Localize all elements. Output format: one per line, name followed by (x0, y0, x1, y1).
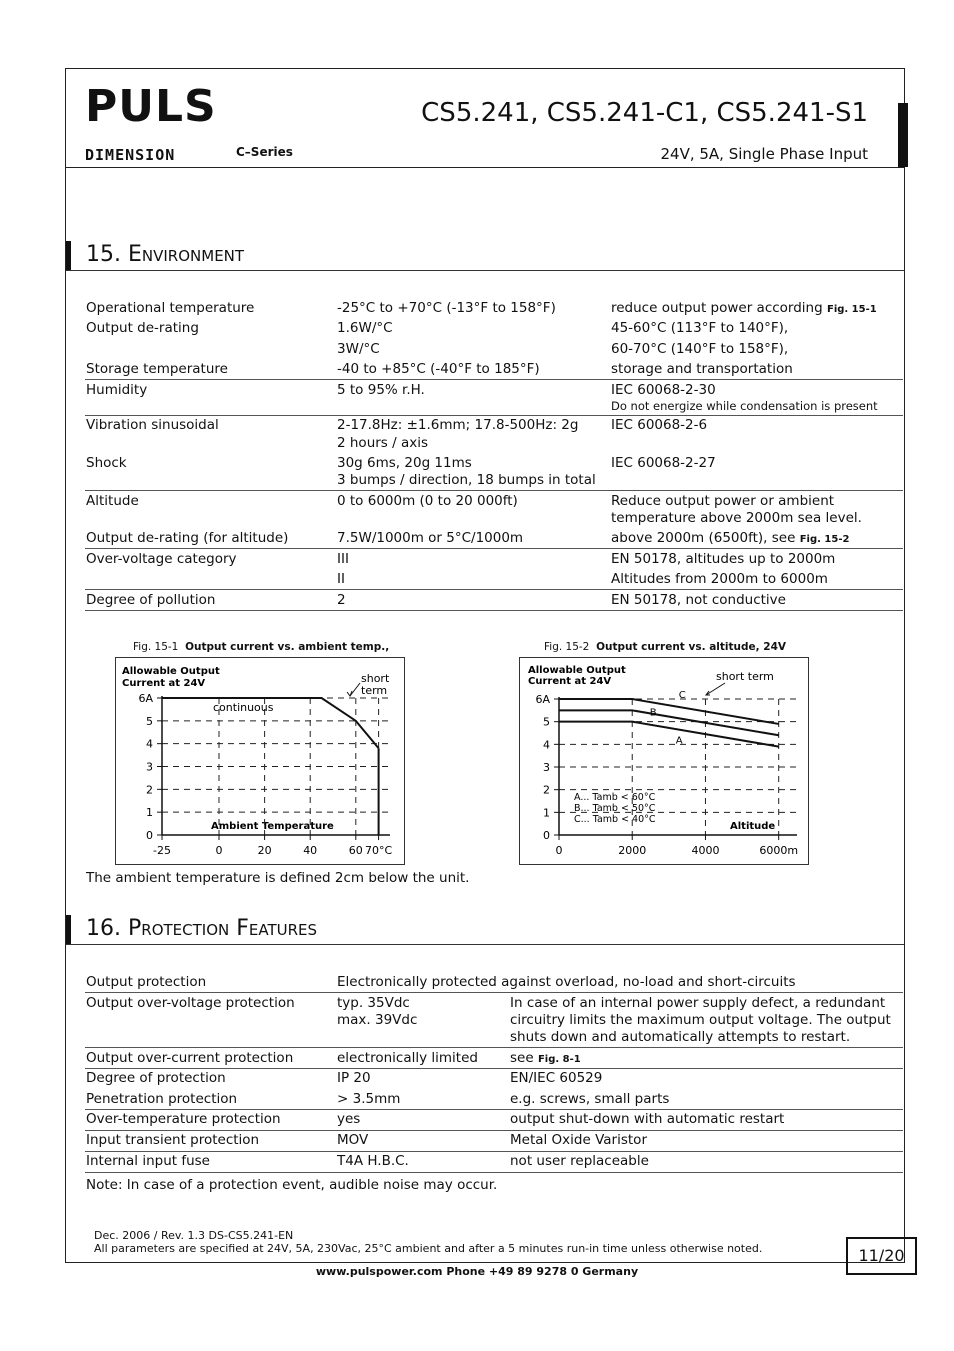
row-rule (85, 1172, 903, 1173)
protection-note: Note: In case of a protection event, audible noise may occur. (86, 1177, 498, 1193)
env-value: 5 to 95% r.H. (337, 382, 425, 398)
env-note-text: reduce output power according (611, 300, 823, 316)
prot-label: Input transient protection (86, 1132, 260, 1148)
product-subtitle: 24V, 5A, Single Phase Input (660, 145, 868, 163)
env-label: Humidity (86, 382, 148, 398)
y-tick-label: 6A (535, 693, 550, 706)
product-title: CS5.241, CS5.241-C1, CS5.241-S1 (421, 98, 868, 128)
footer-contact: www.pulspower.com Phone +49 89 9278 0 Germany (315, 1265, 639, 1278)
fig2-caption (544, 641, 786, 653)
prot-label: Over-temperature protection (86, 1111, 281, 1127)
env-value: 3W/°C (337, 341, 380, 357)
fig2-legend-b: B... Tamb < 50°C (574, 803, 656, 814)
env-note: Altitudes from 2000m to 6000m (611, 571, 828, 587)
env-note (611, 300, 877, 318)
env-note: IEC 60068-2-30 (611, 382, 716, 398)
env-value: 7.5W/1000m or 5°C/1000m (337, 530, 524, 546)
env-label: Over-voltage category (86, 551, 237, 567)
row-rule (85, 415, 903, 416)
prot-value: IP 20 (337, 1070, 371, 1086)
row-rule (85, 1151, 903, 1152)
fig2-caption-title: Output current vs. altitude, 24V (596, 641, 787, 653)
row-rule (85, 1047, 903, 1048)
y-tick-label: 4 (146, 737, 153, 751)
row-rule (85, 1109, 903, 1110)
env-note: IEC 60068-2-27 (611, 455, 716, 471)
env-value: II (337, 571, 345, 587)
prot-label: Degree of protection (86, 1070, 226, 1086)
fig1-short-pointer (350, 683, 360, 696)
fig2-caption-num: Fig. 15-2 (544, 641, 590, 653)
prot-note-2: circuitry limits the maximum output voltage. The output (510, 1012, 891, 1028)
ambient-note: The ambient temperature is defined 2cm below the unit. (86, 870, 470, 886)
y-tick-label: 3 (543, 761, 550, 774)
fig1-chart (116, 658, 406, 866)
prot-note: e.g. screws, small parts (510, 1091, 670, 1107)
series-line-c (559, 699, 779, 724)
x-tick-label: 0 (215, 844, 223, 857)
env-label: Operational temperature (86, 300, 255, 316)
fig2-xlabel: Altitude (730, 821, 776, 832)
section-15-number: 15. (86, 242, 121, 267)
env-label: Storage temperature (86, 361, 228, 377)
env-label: Vibration sinusoidal (86, 417, 219, 433)
row-rule (85, 490, 903, 491)
fig1-ylabel-2: Current at 24V (122, 678, 206, 689)
fig2-short-label: short term (716, 670, 774, 683)
y-tick-label: 5 (543, 715, 550, 729)
footer-info (94, 1229, 762, 1255)
env-note: 45-60°C (113°F to 140°F), (611, 320, 789, 336)
fig1-caption (133, 641, 389, 653)
env-note: Reduce output power or ambient (611, 493, 835, 509)
prot-note: Metal Oxide Varistor (510, 1132, 647, 1148)
env-value-2: 3 bumps / direction, 18 bumps in total (337, 472, 596, 488)
fig2-legend-c: C... Tamb < 40°C (574, 814, 656, 825)
env-label: Shock (86, 455, 127, 471)
x-tick-label: 4000 (691, 844, 720, 857)
prot-label: Output over-voltage protection (86, 995, 295, 1011)
section-16-number: 16. (86, 916, 121, 941)
section-16-divider (66, 944, 904, 945)
header-accent-bar (898, 103, 908, 167)
env-value: III (337, 551, 349, 567)
fig2-short-pointer (706, 683, 725, 695)
prot-value: T4A H.B.C. (337, 1153, 409, 1169)
section-16-title: Protection Features (128, 916, 318, 941)
env-note-2: temperature above 2000m sea level. (611, 510, 862, 526)
footer-revision: Dec. 2006 / Rev. 1.3 DS-CS5.241-EN (94, 1229, 294, 1242)
prot-note-3: shuts down and automatically attempts to restart. (510, 1029, 851, 1045)
prot-value-2: max. 39Vdc (337, 1012, 418, 1028)
section-15-heading (86, 242, 244, 267)
row-rule (85, 548, 903, 549)
y-tick-label: 4 (543, 738, 550, 752)
env-value: 2 (337, 592, 346, 608)
row-rule (85, 992, 903, 993)
series-label: A (675, 735, 683, 747)
env-label: Altitude (86, 493, 139, 509)
env-value: 30g 6ms, 20g 11ms (337, 455, 472, 471)
prot-value: yes (337, 1111, 361, 1127)
fig2-chart-box (519, 657, 809, 865)
fig2-ylabel-2: Current at 24V (528, 676, 612, 687)
series-line-b (559, 710, 779, 735)
y-tick-label: 2 (146, 783, 153, 797)
env-note-text: above 2000m (6500ft), see (611, 530, 796, 546)
fig1-chart-box (115, 657, 405, 865)
puls-logo: PULS (85, 81, 217, 132)
prot-note: In case of an internal power supply defect, a redundant (510, 995, 886, 1011)
x-tick-label: 0 (555, 844, 563, 857)
env-value-2: 2 hours / axis (337, 435, 429, 451)
prot-value: Electronically protected against overload, no-load and short-circuits (337, 974, 796, 990)
prot-value: MOV (337, 1132, 369, 1148)
row-rule (85, 610, 903, 611)
env-note: storage and transportation (611, 361, 793, 377)
x-tick-label: 6000m (759, 844, 799, 857)
env-label: Output de-rating (for altitude) (86, 530, 289, 546)
x-tick-label: 40 (303, 844, 318, 857)
env-note (611, 530, 849, 548)
x-tick-label: -25 (153, 844, 171, 857)
prot-label: Internal input fuse (86, 1153, 210, 1169)
fig2-ylabel: Allowable Output (528, 665, 626, 676)
section-bar (66, 915, 71, 944)
prot-label: Penetration protection (86, 1091, 238, 1107)
dimension-brand: DIMENSION (85, 146, 176, 164)
row-rule (85, 589, 903, 590)
series-label: C–Series (236, 145, 293, 159)
fig1-caption-title: Output current vs. ambient temp., (185, 641, 390, 653)
section-16-heading (86, 916, 317, 941)
x-tick-label: 60 (348, 844, 363, 857)
prot-note-text: see (510, 1050, 534, 1066)
fig1-caption-num: Fig. 15-1 (133, 641, 179, 653)
prot-note: not user replaceable (510, 1153, 649, 1169)
fig2-chart (520, 658, 810, 866)
prot-value: > 3.5mm (337, 1091, 401, 1107)
fig-ref: Fig. 8-1 (537, 1054, 581, 1065)
row-rule (85, 1130, 903, 1131)
x-tick-label: 20 (257, 844, 272, 857)
fig1-term-label: term (361, 684, 388, 697)
env-value: 1.6W/°C (337, 320, 393, 336)
series-label: C (678, 690, 686, 701)
fig1-ylabel: Allowable Output (122, 666, 220, 677)
env-value: 0 to 6000m (0 to 20 000ft) (337, 493, 518, 509)
y-tick-label: 2 (543, 783, 550, 797)
series-label: B (649, 707, 657, 719)
section-bar (66, 241, 71, 270)
y-tick-label: 1 (543, 806, 550, 820)
prot-note: EN/IEC 60529 (510, 1070, 603, 1086)
fig1-xlabel: Ambient Temperature (211, 821, 334, 832)
fig1-short-label: short (361, 672, 390, 685)
x-tick-label: 2000 (618, 844, 647, 857)
y-tick-label: 0 (543, 829, 550, 842)
env-note: EN 50178, not conductive (611, 592, 786, 608)
y-tick-label: 6A (138, 692, 153, 705)
fig2-legend-a: A... Tamb < 60°C (574, 792, 656, 803)
env-note: 60-70°C (140°F to 158°F), (611, 341, 789, 357)
fig1-continuous-label: continuous (213, 701, 274, 714)
x-tick-label: 70°C (365, 844, 393, 857)
row-rule (85, 379, 903, 380)
fig-ref: Fig. 15-2 (799, 534, 850, 545)
env-value: 2-17.8Hz: ±1.6mm; 17.8-500Hz: 2g (337, 417, 579, 433)
header-divider (66, 167, 904, 168)
fig1-short-arrowhead (347, 691, 352, 696)
prot-note (510, 1050, 581, 1068)
footer-params: All parameters are specified at 24V, 5A, 230Vac, 25°C ambient and after a 5 minutes run-in time unless otherwise noted. (94, 1242, 763, 1255)
env-label: Degree of pollution (86, 592, 216, 608)
section-15-title: Environment (128, 242, 245, 267)
series-line-a (559, 722, 779, 747)
prot-note: output shut-down with automatic restart (510, 1111, 785, 1127)
page-number: 11/20 (846, 1237, 917, 1275)
env-note-2: Do not energize while condensation is present (611, 399, 878, 413)
prot-label: Output over-current protection (86, 1050, 294, 1066)
env-value: -25°C to +70°C (-13°F to 158°F) (337, 300, 556, 316)
y-tick-label: 5 (146, 714, 153, 728)
y-tick-label: 0 (146, 829, 153, 842)
env-note: EN 50178, altitudes up to 2000m (611, 551, 836, 567)
prot-value: typ. 35Vdc (337, 995, 410, 1011)
prot-value: electronically limited (337, 1050, 478, 1066)
fig-ref: Fig. 15-1 (826, 304, 877, 315)
y-tick-label: 3 (146, 760, 153, 774)
prot-label: Output protection (86, 974, 207, 990)
env-note: IEC 60068-2-6 (611, 417, 708, 433)
env-value: -40 to +85°C (-40°F to 185°F) (337, 361, 540, 377)
section-15-divider (66, 270, 904, 271)
y-tick-label: 1 (146, 806, 153, 820)
row-rule (85, 1068, 903, 1069)
env-label: Output de-rating (86, 320, 199, 336)
